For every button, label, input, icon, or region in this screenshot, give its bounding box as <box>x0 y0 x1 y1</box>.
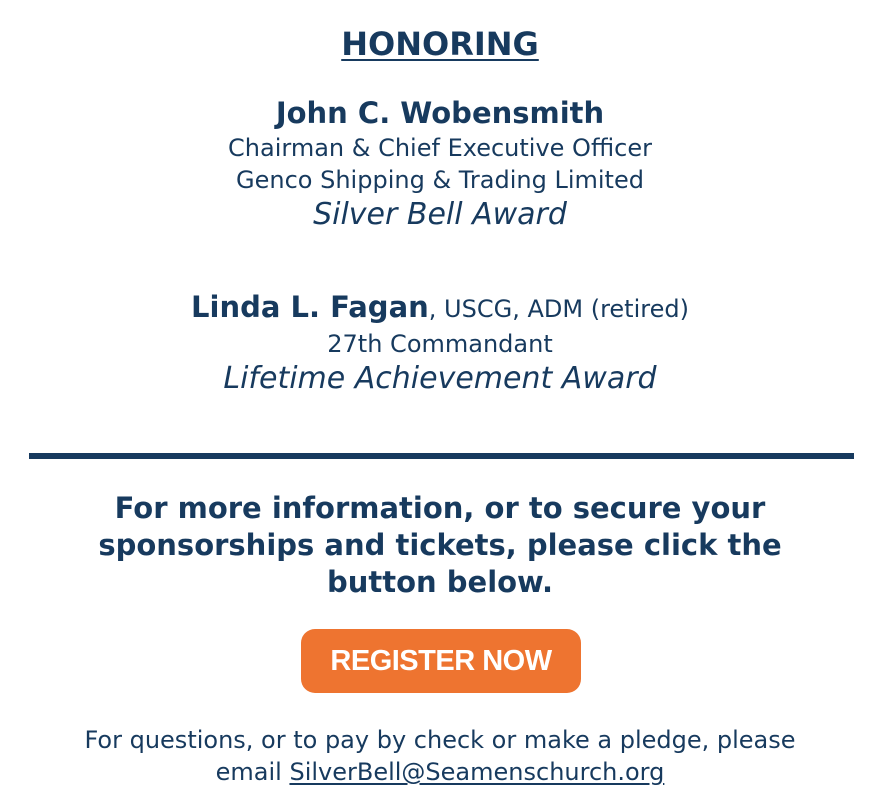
footer-line-2 <box>40 756 840 788</box>
section-divider <box>29 453 854 459</box>
honoree-organization: Genco Shipping & Trading Limited <box>236 166 644 194</box>
footer-line-1: For questions, or to pay by check or make a pledge, please <box>84 726 796 754</box>
register-now-button[interactable]: REGISTER NOW <box>301 629 581 693</box>
honoree-name-text: Linda L. Fagan <box>191 290 429 324</box>
honoree-wobensmith <box>0 94 880 234</box>
honoree-name-suffix: , USCG, ADM (retired) <box>428 295 689 323</box>
footer-email-prefix: email <box>215 758 290 786</box>
honoree-name-text: John C. Wobensmith <box>275 96 605 130</box>
more-info-line-2: sponsorships and tickets, please click the <box>98 528 782 562</box>
honoree-name <box>0 94 880 132</box>
honoree-name <box>0 288 880 328</box>
honoree-title: Chairman & Chief Executive Officer <box>228 134 652 162</box>
honoring-heading: HONORING <box>341 25 539 63</box>
honoree-award: Lifetime Achievement Award <box>223 361 657 396</box>
honoree-award: Silver Bell Award <box>313 197 567 232</box>
footer-contact-text <box>40 724 840 788</box>
more-info-line-3: button below. <box>326 565 554 599</box>
more-info-text <box>60 490 820 601</box>
honoree-fagan <box>0 288 880 398</box>
email-link[interactable]: SilverBell@Seamenschurch.org <box>289 758 665 786</box>
honoree-title: 27th Commandant <box>327 330 553 358</box>
more-info-line-1: For more information, or to secure your <box>114 491 766 525</box>
